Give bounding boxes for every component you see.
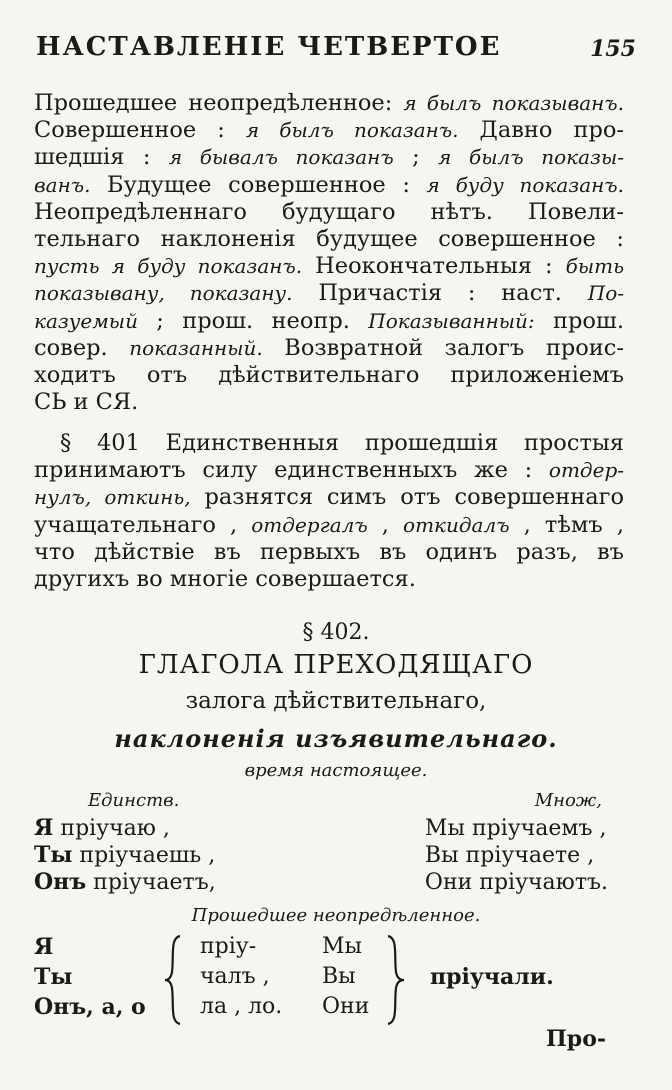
present-tense-label: время настоящее.: [244, 760, 428, 781]
italic-example: я буду показанъ.: [426, 172, 624, 197]
pronoun: Они: [322, 994, 370, 1019]
present-singular-forms: [34, 815, 216, 896]
section-number: § 402.: [302, 620, 370, 645]
pronoun: Мы: [322, 934, 363, 959]
text-run: совер.: [34, 334, 130, 361]
verb-form: прiучаютъ.: [472, 870, 608, 895]
italic-example: показывану, показану.: [34, 281, 293, 306]
italic-example: казуемый: [34, 308, 138, 333]
text-run: учащательнаго ,: [34, 511, 252, 538]
text-run: Причастiя : наст.: [292, 280, 588, 307]
text-run: , тѣмъ ,: [509, 511, 624, 538]
text-line: [34, 308, 624, 335]
section-subtitle: залога дѣйствительнаго,: [185, 688, 487, 714]
text-run: другихъ во многiе совершается.: [34, 565, 416, 592]
italic-example: По-: [587, 281, 624, 306]
text-run: принимаютъ силу единственныхъ же :: [34, 457, 549, 484]
conjugation-row: [425, 869, 608, 896]
verb-form: прiучаетъ,: [86, 870, 216, 895]
text-line: [34, 362, 624, 389]
text-line: [34, 117, 624, 144]
section-subtitle-mood: наклоненiя изъявительнаго.: [114, 724, 558, 753]
text-run: тельнаго наклоненiя будущее совершенное :: [34, 225, 624, 252]
italic-example: я былъ показанъ.: [245, 118, 459, 143]
plural-label: Множ,: [534, 790, 602, 811]
text-line: [34, 253, 624, 280]
text-run: Неопредѣленнаго будущаго нѣтъ. Повели-: [34, 198, 624, 225]
text-run: разнятся симъ отъ совершеннаго: [190, 484, 624, 511]
text-line: [34, 484, 624, 511]
text-run: Неокончательныя :: [302, 253, 566, 280]
text-run: ; прош. неопр.: [137, 307, 369, 334]
running-head: НАСТАВЛЕНIЕ ЧЕТВЕРТОЕ: [36, 32, 502, 62]
curly-brace-icon: [382, 934, 408, 1026]
italic-example: откидалъ: [403, 512, 510, 537]
italic-example: Показыванный:: [368, 308, 535, 333]
pronoun: Онъ: [34, 869, 87, 895]
present-plural-forms: [425, 815, 608, 896]
text-run: ;: [393, 144, 439, 171]
italic-example: отдергалъ: [251, 512, 368, 537]
past-plural-pronouns: [322, 932, 369, 1022]
text-line: [34, 172, 624, 199]
text-line: [34, 430, 624, 457]
past-plural-form: прiучали.: [430, 964, 554, 990]
italic-example: я былъ показы-: [438, 145, 624, 170]
text-run: Возвратной залогъ проис-: [262, 334, 624, 361]
verb-form: прiучаешь ,: [72, 843, 216, 868]
italic-example: пусть я буду показанъ.: [34, 254, 303, 279]
singular-label: Единств.: [88, 790, 180, 811]
conjugation-row: [34, 869, 216, 896]
verb-form: прiу-: [200, 934, 257, 959]
past-pronouns: [34, 932, 146, 1022]
text-line: [34, 335, 624, 362]
verb-form: прiучаю ,: [53, 816, 170, 841]
pronoun: Вы: [424, 843, 459, 868]
text-line: [34, 226, 624, 253]
text-run: СЬ и СЯ.: [34, 389, 139, 416]
text-line: [34, 539, 624, 566]
text-line: [34, 389, 624, 416]
text-run: Совершенное :: [34, 117, 246, 144]
text-line: [34, 457, 624, 484]
verb-form: прiучаете ,: [458, 843, 595, 868]
verb-form: ла , ло.: [200, 994, 283, 1019]
italic-example: я бывалъ показанъ: [168, 145, 394, 170]
pronoun: Мы: [424, 816, 465, 841]
text-run: шедшiя :: [34, 144, 169, 171]
page-number: 155: [590, 36, 636, 62]
catchword: Про-: [546, 1026, 606, 1052]
text-run: Давно про-: [458, 117, 624, 144]
verb-form: чалъ ,: [200, 964, 270, 989]
text-run: что дѣйствiе въ первыхъ въ одинъ разъ, въ: [34, 538, 624, 565]
pronoun: Я: [34, 934, 54, 960]
text-line: [34, 566, 624, 593]
conjugation-row: [34, 842, 216, 869]
italic-example: показанный.: [129, 335, 263, 360]
past-stems: [200, 932, 282, 1022]
italic-example: я былъ показыванъ.: [403, 91, 624, 115]
text-line: [34, 280, 624, 307]
text-line: [34, 144, 624, 171]
italic-example: быть: [565, 254, 624, 279]
italic-example: отдер-: [548, 458, 624, 483]
curly-brace-icon: [162, 934, 188, 1026]
text-line: [34, 90, 624, 117]
pronoun: Ты: [34, 964, 73, 990]
paragraph-401: [34, 430, 624, 593]
pronoun: Я: [34, 815, 54, 841]
section-title: ГЛАГОЛА ПРЕХОДЯЩАГО: [138, 650, 534, 680]
conjugation-row: [425, 815, 608, 842]
text-run: § 401 Единственныя прошедшiя простыя: [60, 430, 624, 456]
text-run: ходитъ отъ дѣйствительнаго приложенiемъ: [34, 361, 624, 388]
page-header: [36, 30, 636, 80]
text-line: [34, 199, 624, 226]
text-run: ,: [367, 511, 404, 538]
italic-example: ванъ.: [34, 172, 91, 197]
pronoun: Ты: [34, 842, 73, 868]
conjugation-row: [425, 842, 608, 869]
text-run: Будущее совершенное :: [90, 171, 427, 198]
italic-example: нулъ, откинь,: [34, 485, 191, 510]
text-line: [34, 512, 624, 539]
past-tense-label: Прошедшее неопредѣленное.: [191, 905, 481, 926]
verb-form: прiучаемъ ,: [464, 816, 607, 841]
pronoun: Онъ, а, о: [34, 994, 146, 1020]
pronoun: Вы: [322, 964, 356, 989]
text-run: прош.: [534, 307, 624, 334]
conjugation-row: [34, 815, 216, 842]
pronoun: Они: [424, 870, 473, 895]
text-run: Прошедшее неопредѣленное:: [34, 90, 404, 116]
paragraph-passive-voice: [34, 90, 624, 416]
